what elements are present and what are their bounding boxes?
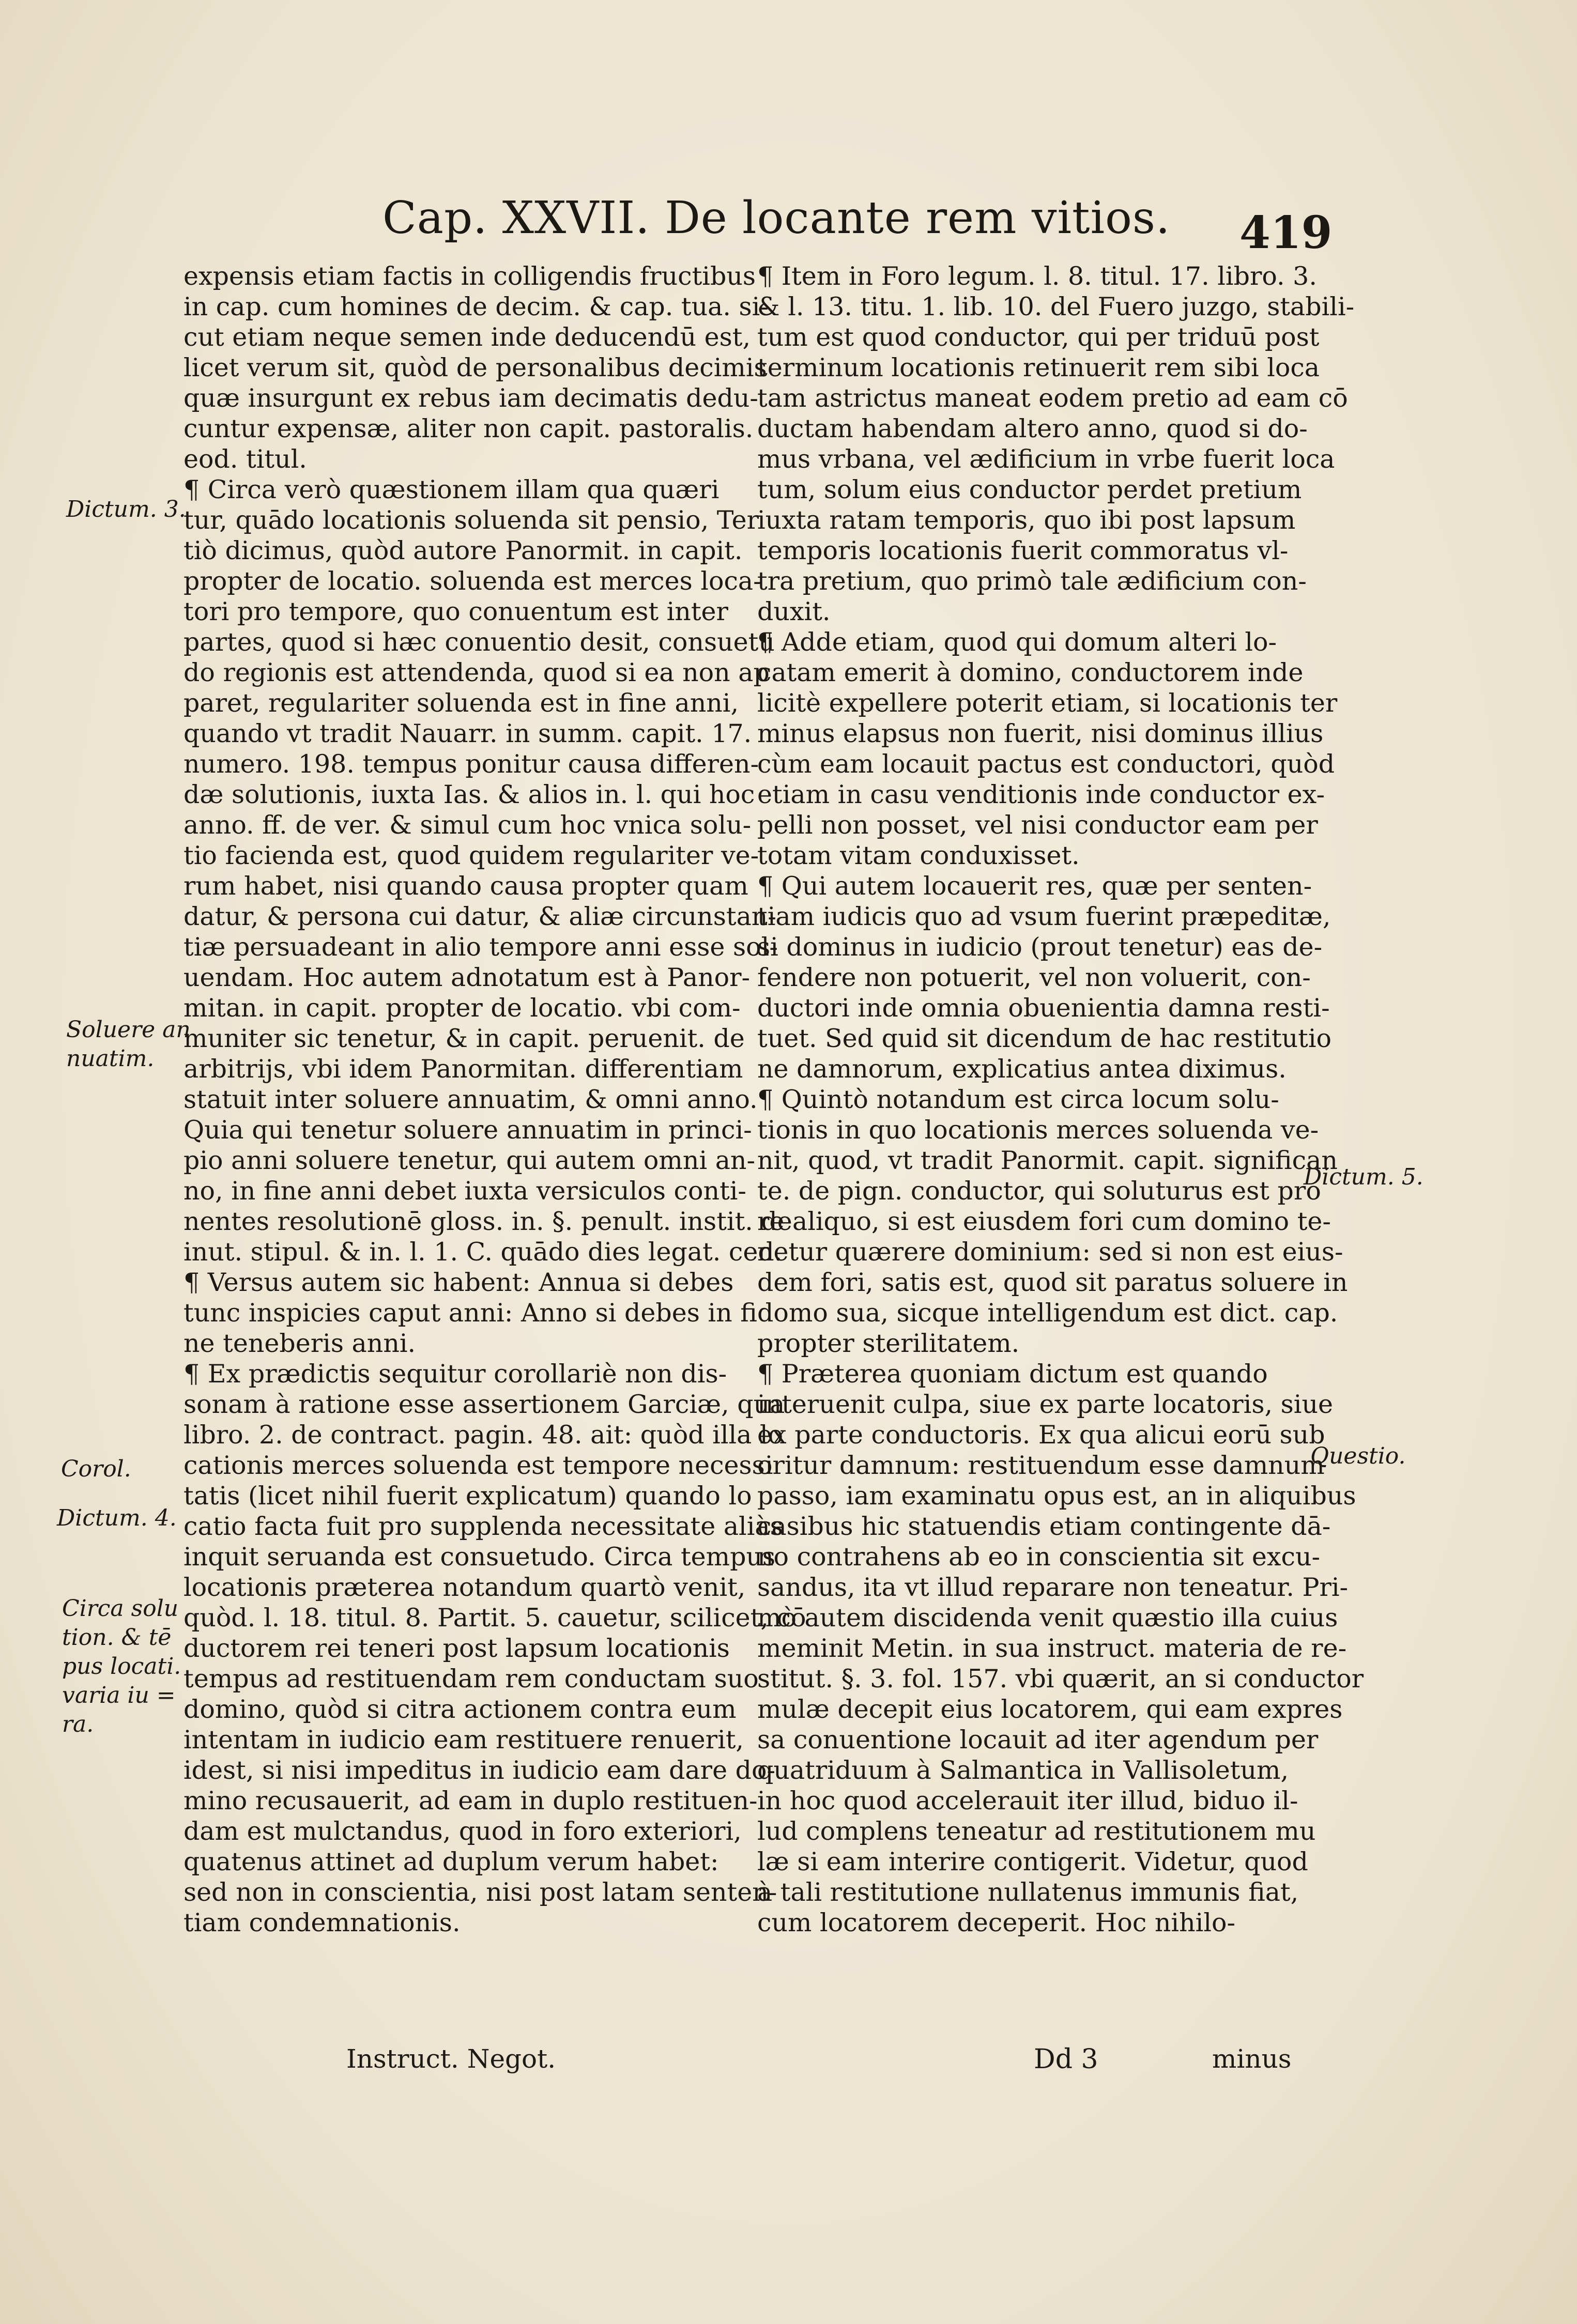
text-line: dem fori, satis est, quod sit paratus soluere in [757,1268,1348,1297]
text-line: cùm eam locauit pactus est conductori, quòd [757,749,1335,779]
text-line: eod. titul. [183,444,307,474]
margin-note-questio: Questio. [1310,1443,1406,1469]
running-title: Cap. XXVII. De locante rem vitios. [382,192,1171,244]
text-line: terminum locationis retinuerit rem sibi loca [757,353,1320,382]
text-line: tiam iudicis quo ad vsum fuerint præpeditæ, [757,902,1331,931]
text-line: ¶ Adde etiam, quod qui domum alteri lo- [757,627,1277,657]
text-line: domo sua, sicque intelligendum est dict. cap. [757,1298,1338,1328]
margin-note-line: tion. & tē [62,1624,172,1651]
text-line: no contrahens ab eo in conscientia sit excu- [757,1542,1321,1572]
text-line: minus elapsus non fuerit, nisi dominus illius [757,719,1324,748]
text-line: pio anni soluere tenetur, qui autem omni an- [183,1146,756,1175]
text-line: sa conuentione locauit ad iter agendum per [757,1725,1319,1754]
text-line: licitè expellere poterit etiam, si locationis ter [757,688,1338,718]
text-line: nit, quod, vt tradit Panormit. capit. significan [757,1146,1338,1175]
text-line: tatis (licet nihil fuerit explicatum) quando lo [183,1481,752,1511]
text-line: cationis merces soluenda est tempore necessi [183,1451,773,1480]
text-line: ne damnorum, explicatius antea diximus. [757,1054,1287,1084]
text-line: netur quærere dominium: sed si non est eius- [757,1237,1343,1267]
margin-note-corol: Corol. [61,1456,131,1482]
margin-note-dictum-3: Dictum. 3. [66,496,186,522]
text-line: tiæ persuadeant in alio tempore anni esse sol- [183,932,778,962]
text-line: rum habet, nisi quando causa propter quam [183,871,748,901]
text-line: in hoc quod accelerauit iter illud, biduo il- [757,1786,1298,1815]
text-line: quòd. l. 18. titul. 8. Partit. 5. cauetur, scilicet, cō [183,1603,806,1633]
text-line: ¶ Qui autem locauerit res, quæ per senten- [757,871,1312,901]
text-line: quatriduum à Salmantica in Vallisoletum, [757,1756,1289,1785]
text-line: uendam. Hoc autem adnotatum est à Panor- [183,963,751,992]
margin-note-line: ra. [62,1711,94,1737]
text-line: duxit. [757,597,831,626]
margin-note-line: varia iu = [62,1682,176,1709]
text-line: iuxta ratam temporis, quo ibi post lapsum [757,505,1296,535]
text-line: idest, si nisi impeditus in iudicio eam dare do- [183,1756,776,1785]
margin-note-dictum-5: Dictum. 5. [1304,1164,1423,1190]
text-line: inquit seruanda est consuetudo. Circa tempus [183,1542,776,1572]
text-line: ne teneberis anni. [183,1329,416,1358]
catchword-left: Instruct. Negot. [346,2044,556,2074]
text-line: tur, quādo locationis soluenda sit pensio, Ter [183,505,759,535]
text-line: tra pretium, quo primò tale ædificium con- [757,566,1307,596]
text-line: no, in fine anni debet iuxta versiculos conti- [183,1176,746,1206]
text-line: dæ solutionis, iuxta Ias. & alios in. l. qui hoc [183,780,755,809]
text-line: ¶ Circa verò quæstionem illam qua quæri [183,475,719,504]
text-line: tum est quod conductor, qui per triduū post [757,322,1320,352]
text-line: dam est mulctandus, quod in foro exteriori, [183,1817,742,1846]
text-line: sonam à ratione esse assertionem Garciæ, qua [183,1390,785,1419]
text-line: tunc inspicies caput anni: Anno si debes in fi [183,1298,757,1328]
margin-note-line: Soluere an [66,1017,191,1043]
text-line: tori pro tempore, quo conuentum est inter [183,597,728,626]
text-line: stitut. §. 3. fol. 157. vbi quærit, an si conductor [757,1664,1364,1694]
text-line: tiò dicimus, quòd autore Panormit. in capit. [183,536,743,565]
text-line: læ si eam interire contigerit. Videtur, quod [757,1847,1308,1876]
text-line: tionis in quo locationis merces soluenda ve- [757,1115,1319,1145]
text-line: partes, quod si hæc conuentio desit, consuetu [183,627,775,657]
text-line: tam astrictus maneat eodem pretio ad eam cō [757,383,1348,413]
text-line: quatenus attinet ad duplum verum habet: [183,1847,719,1876]
text-line: fendere non potuerit, vel non voluerit, con- [757,963,1311,992]
text-line: ¶ Præterea quoniam dictum est quando [757,1359,1268,1389]
margin-note-line: nuatim. [66,1045,155,1072]
text-line: à tali restitutione nullatenus immunis fiat, [757,1877,1299,1907]
text-line: catio facta fuit pro supplenda necessitate aliàs [183,1512,783,1541]
text-line: arbitrijs, vbi idem Panormitan. differentiam [183,1054,743,1084]
text-line: ex parte conductoris. Ex qua alicui eorū sub [757,1420,1325,1450]
text-line: tio facienda est, quod quidem regulariter ve- [183,841,759,870]
text-line: & l. 13. titu. 1. lib. 10. del Fuero juzgo, stabili- [757,292,1355,321]
text-line: interuenit culpa, siue ex parte locatoris, siue [757,1390,1334,1419]
text-line: quæ insurgunt ex rebus iam decimatis dedu- [183,383,758,413]
text-line: re aliquo, si est eiusdem fori cum domino te- [757,1207,1331,1236]
text-line: cum locatorem deceperit. Hoc nihilo- [757,1908,1236,1937]
text-line: propter sterilitatem. [757,1329,1020,1358]
page-number: 419 [1239,207,1333,259]
text-line: intentam in iudicio eam restituere renuerit, [183,1725,744,1754]
text-line: nentes resolutionē gloss. in. §. penult. instit. de [183,1207,792,1236]
text-line: sed non in conscientia, nisi post latam senten- [183,1877,777,1907]
text-line: pelli non posset, vel nisi conductor eam per [757,810,1318,840]
text-line: totam vitam conduxisset. [757,841,1080,870]
text-line: ¶ Versus autem sic habent: Annua si debes [183,1268,734,1297]
text-line: paret, regulariter soluenda est in fine anni, [183,688,739,718]
text-line: sandus, ita vt illud reparare non teneatur. Pri- [757,1573,1349,1602]
margin-note-dictum-4: Dictum. 4. [57,1505,177,1531]
text-line: muniter sic tenetur, & in capit. peruenit. de [183,1024,745,1053]
text-line: te. de pign. conductor, qui soluturus est pro [757,1176,1321,1206]
text-line: ductori inde omnia obuenientia damna resti- [757,993,1330,1023]
text-line: datur, & persona cui datur, & aliæ circunstan- [183,902,776,931]
text-line: si dominus in iudicio (prout tenetur) eas de- [757,932,1323,962]
text-line: ¶ Item in Foro legum. l. 8. titul. 17. libro. 3. [757,261,1317,291]
text-line: oritur damnum: restituendum esse damnum [757,1451,1325,1480]
text-line: quando vt tradit Nauarr. in summ. capit. 17. [183,719,752,748]
text-line: anno. ff. de ver. & simul cum hoc vnica solu- [183,810,752,840]
text-line: licet verum sit, quòd de personalibus decimis [183,353,767,382]
text-line: passo, iam examinatu opus est, an in aliquibus [757,1481,1356,1511]
text-line: tempus ad restituendam rem conductam suo [183,1664,759,1694]
text-line: mò autem discidenda venit quæstio illa cuius [757,1603,1338,1633]
catchword-right: minus [1212,2044,1292,2074]
text-line: inut. stipul. & in. l. 1. C. quādo dies legat. ced. [183,1237,783,1267]
text-line: temporis locationis fuerit commoratus vl- [757,536,1289,565]
text-line: ductorem rei teneri post lapsum locationis [183,1634,730,1663]
text-line: mitan. in capit. propter de locatio. vbi com- [183,993,741,1023]
text-line: libro. 2. de contract. pagin. 48. ait: quòd illa lo [183,1420,784,1450]
text-line: expensis etiam factis in colligendis fructibus [183,261,756,291]
text-line: domino, quòd si citra actionem contra eum [183,1695,737,1724]
text-line: ¶ Ex prædictis sequitur corollariè non dis- [183,1359,727,1389]
text-line: etiam in casu venditionis inde conductor ex- [757,780,1325,809]
text-line: mus vrbana, vel ædificium in vrbe fuerit loca [757,444,1335,474]
text-line: Quia qui tenetur soluere annuatim in princi- [183,1115,752,1145]
text-line: do regionis est attendenda, quod si ea non ap [183,658,770,687]
text-line: ductam habendam altero anno, quod si do- [757,414,1308,443]
text-line: propter de locatio. soluenda est merces loca- [183,566,762,596]
margin-note-soluere-annuatim [66,1015,191,1073]
margin-note-line: pus locati. [62,1653,181,1680]
text-line: statuit inter soluere annuatim, & omni anno. [183,1085,758,1114]
text-line: meminit Metin. in sua instruct. materia de re- [757,1634,1347,1663]
text-line: casibus hic statuendis etiam contingente dā- [757,1512,1331,1541]
text-line: in cap. cum homines de decim. & cap. tua. si- [183,292,769,321]
text-line: ¶ Quintò notandum est circa locum solu- [757,1085,1279,1114]
signature-mark: Dd 3 [1034,2044,1098,2075]
margin-note-line: Circa solu [62,1595,179,1622]
text-line: mulæ decepit eius locatorem, qui eam expres [757,1695,1343,1724]
text-line: numero. 198. tempus ponitur causa differen- [183,749,759,779]
text-line: cuntur expensæ, aliter non capit. pastoralis. [183,414,754,443]
text-line: tuet. Sed quid sit dicendum de hac restitutio [757,1024,1331,1053]
text-line: locationis præterea notandum quartò venit, [183,1573,746,1602]
text-line: tiam condemnationis. [183,1908,461,1937]
text-line: mino recusauerit, ad eam in duplo restituen- [183,1786,758,1815]
margin-note-circa-solutionem [62,1594,181,1739]
text-line: cut etiam neque semen inde deducendū est, [183,322,751,352]
text-line: tum, solum eius conductor perdet pretium [757,475,1302,504]
text-line: lud complens teneatur ad restitutionem mu [757,1817,1316,1846]
text-line: catam emerit à domino, conductorem inde [757,658,1304,687]
